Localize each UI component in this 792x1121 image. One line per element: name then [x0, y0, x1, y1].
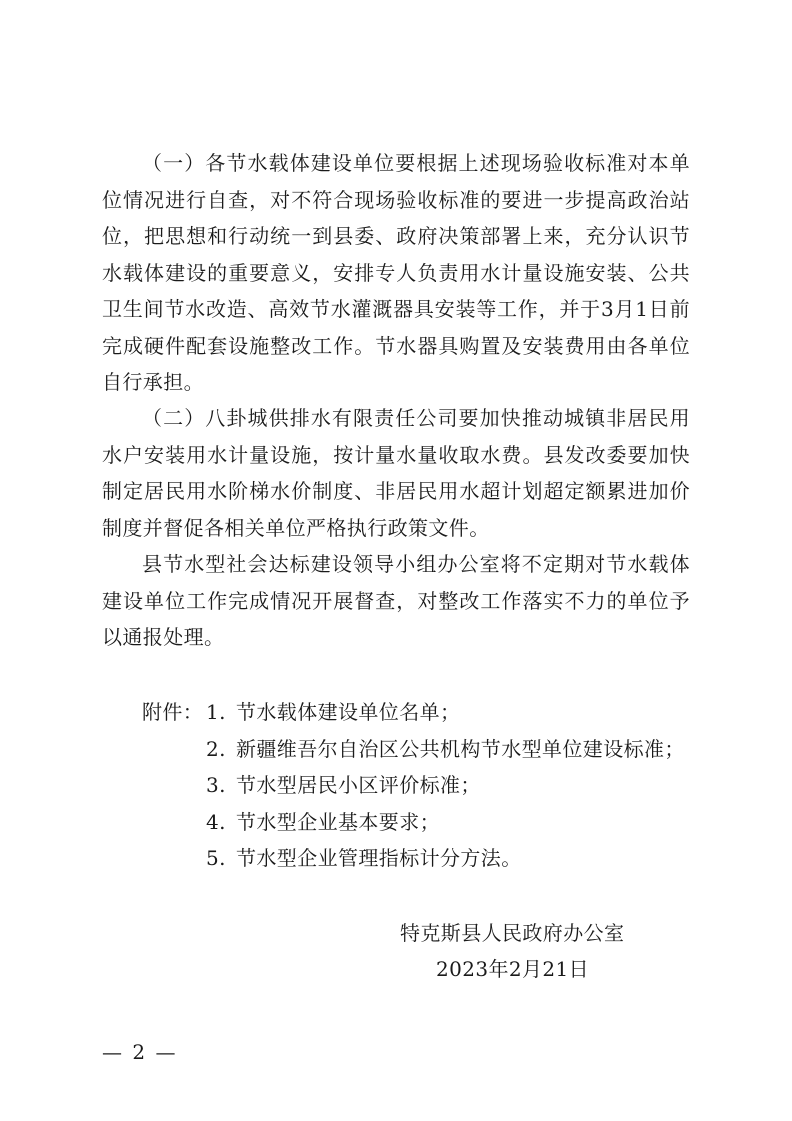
- attachment-item: [142, 694, 722, 731]
- attachment-title: 节水型居民小区评价标准；: [236, 773, 481, 797]
- paragraph-one: （一）各节水载体建设单位要根据上述现场验收标准对本单位情况进行自查，对不符合现场验收标准的要进一步提高政治站位，把思想和行动统一到县委、政府决策部署上来，充分认识节水载体建设的重要意义，安排专人负责用水计量设施安装、公共卫生间节水改造、高效节水灌溉器具安装等工作，并于3月1日前完成硬件配套设施整改工作。节水器具购置及安装费用由各单位自行承担。: [102, 151, 690, 394]
- paragraph-three: 县节水型社会达标建设领导小组办公室将不定期对节水载体建设单位工作完成情况开展督查，对整改工作落实不力的单位予以通报处理。: [102, 552, 690, 649]
- attachment-item: [142, 840, 722, 877]
- attachment-number: 2.: [206, 736, 226, 761]
- attachment-title: 节水型企业基本要求；: [236, 809, 440, 834]
- attachment-number: 3.: [206, 773, 226, 797]
- page-number: — 2 —: [102, 1040, 178, 1064]
- attachment-number: 4.: [206, 809, 226, 834]
- attachment-item: [142, 767, 722, 804]
- issue-date: 2023年2月21日: [436, 957, 590, 981]
- attachment-title: 节水载体建设单位名单；: [236, 700, 461, 724]
- attachment-number: 1.: [206, 700, 226, 724]
- attachment-title: 新疆维吾尔自治区公共机构节水型单位建设标准；: [236, 736, 685, 761]
- attachments-label: 附件：: [142, 700, 204, 724]
- paragraph-two: （二）八卦城供排水有限责任公司要加快推动城镇非居民用水户安装用水计量设施，按计量水量收取水费。县发改委要加快制定居民用水阶梯水价制度、非居民用水超计划超定额累进加价制度并督促各相关单位严格执行政策文件。: [102, 406, 690, 540]
- attachment-item: [142, 804, 722, 841]
- issuing-organization: 特克斯县人民政府办公室: [400, 921, 625, 945]
- attachment-title: 节水型企业管理指标计分方法。: [236, 846, 522, 870]
- attachment-item: [142, 731, 722, 768]
- attachments-list: [142, 694, 722, 877]
- signature-block: [400, 915, 700, 987]
- attachment-number: 5.: [206, 846, 226, 870]
